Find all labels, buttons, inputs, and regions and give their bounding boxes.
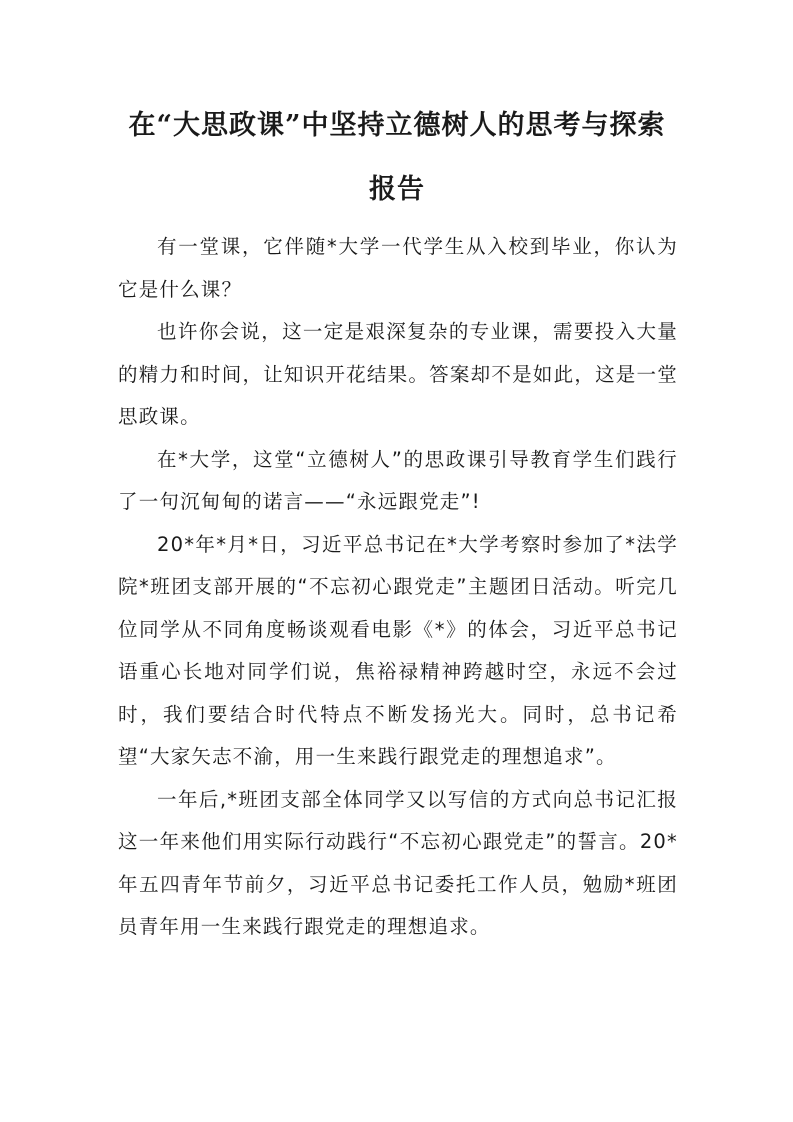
- paragraph: 一年后,*班团支部全体同学又以写信的方式向总书记汇报这一年来他们用实际行动践行“不忘初心跟党走”的誓言。20*年五四青年节前夕，习近平总书记委托工作人员，勉励*班团员青年用一生来践行跟党走的理想追求。: [118, 787, 678, 938]
- paragraph: 20*年*月*日，习近平总书记在*大学考察时参加了*法学院*班团支部开展的“不忘初心跟党走”主题团日活动。听完几位同学从不同角度畅谈观看电影《*》的体会，习近平总书记语重心长地对同学们说，焦裕禄精神跨越时空，永远不会过时，我们要结合时代特点不断发扬光大。同时，总书记希望“大家矢志不渝，用一生来践行跟党走的理想追求”。: [118, 532, 678, 768]
- document-body: [118, 226, 678, 949]
- paragraph: 也许你会说，这一定是艰深复杂的专业课，需要投入大量的精力和时间，让知识开花结果。答案却不是如此，这是一堂思政课。: [118, 320, 678, 428]
- paragraph: 在*大学，这堂“立德树人”的思政课引导教育学生们践行了一句沉甸甸的诺言——“永远跟党走”!: [118, 447, 678, 513]
- document-title: 在“大思政课”中坚持立德树人的思考与探索报告: [128, 110, 666, 205]
- paragraph: 有一堂课，它伴随*大学一代学生从入校到毕业，你认为它是什么课？: [118, 235, 678, 301]
